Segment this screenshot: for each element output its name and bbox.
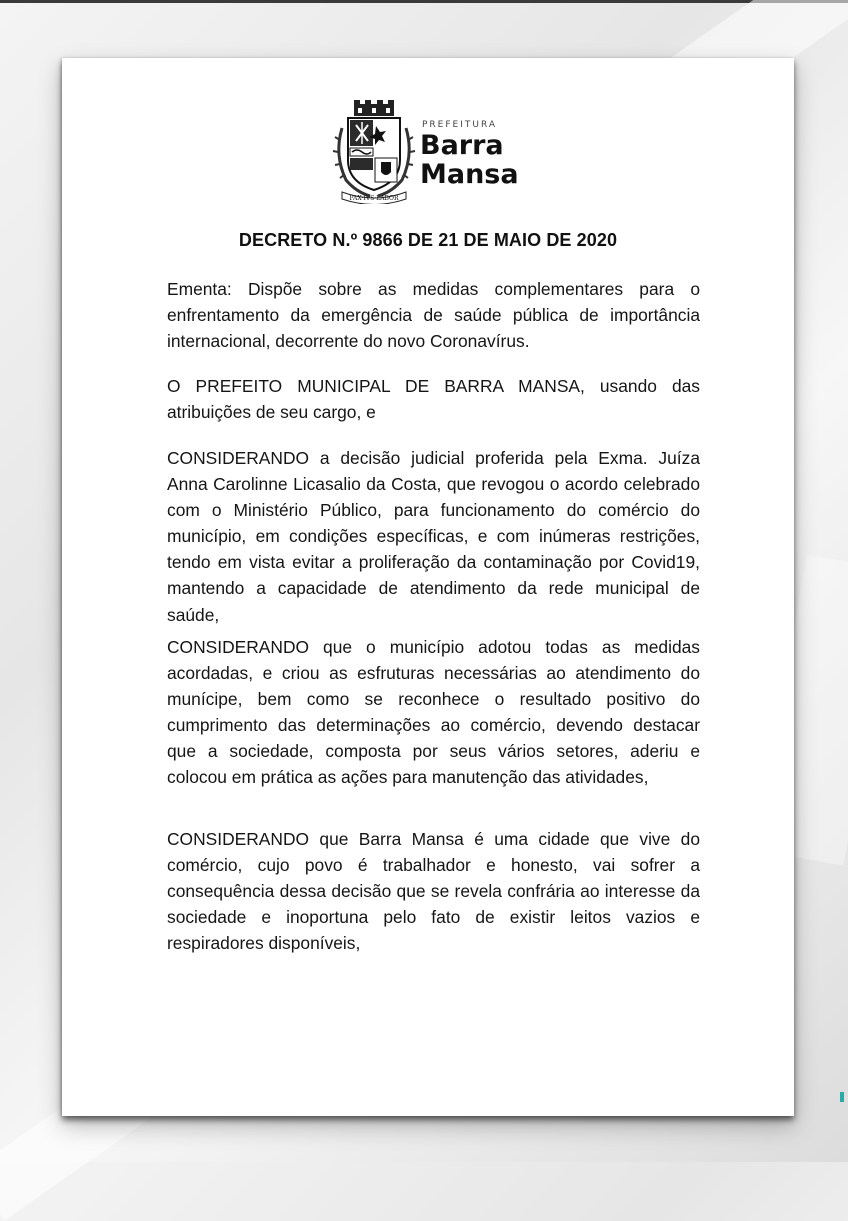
paragraph-text: Ementa: Dispõe sobre as medidas complementares para o enfrentamento da emergência de saúde pública de importância internacional, decorrente do novo Coronavírus.: [167, 279, 700, 352]
decree-paragraph-considerando-3: [167, 826, 700, 956]
document-page: [62, 58, 794, 1116]
decree-paragraph-ementa: [167, 276, 700, 354]
decree-paragraph-considerando-1: [167, 445, 700, 628]
decree-paragraph-considerando-2: [167, 634, 700, 791]
logo-city-line1: Barra: [420, 130, 504, 161]
top-dark-strip: [0, 0, 848, 3]
decree-paragraph-prefeito: [167, 373, 700, 425]
paragraph-text: CONSIDERANDO que Barra Mansa é uma cidade que vive do comércio, cujo povo é trabalhador e honesto, vai sofrer a consequência dessa decisão que se revela confrária ao interesse da sociedade e inoportuna pelo fato de existir leitos vazios e respiradores disponíveis,: [167, 829, 700, 954]
logo-prefix-text: PREFEITURA: [422, 120, 498, 130]
logo-city-line2: Mansa: [420, 159, 519, 190]
decree-title: DECRETO N.º 9866 DE 21 DE MAIO DE 2020: [238, 230, 618, 250]
paragraph-text: CONSIDERANDO a decisão judicial proferida pela Exma. Juíza Anna Carolinne Licasalio da Costa, que revogou o acordo celebrado com o Ministério Público, para funcionamento do comércio do município, em condições específicas, e com inúmeras restrições, tendo em vista evitar a proliferação da contaminação por Covid19, mantendo a capacidade de atendimento da rede municipal de saúde,: [167, 448, 700, 625]
edge-mark: [840, 1092, 844, 1102]
paragraph-text: O PREFEITO MUNICIPAL DE BARRA MANSA, usando das atribuições de seu cargo, e: [167, 376, 700, 423]
coat-of-arms-icon: [332, 100, 416, 204]
logo-motto: PAX·IVS·LABOR: [349, 195, 399, 202]
prefeitura-logo: [332, 100, 532, 204]
paragraph-text: CONSIDERANDO que o município adotou todas as medidas acordadas, e criou as esfruturas necessárias ao atendimento do munícipe, bem como se reconhece o resultado positivo do cumprimento das determinações ao comércio, devendo destacar que a sociedade, composta por seus vários setores, aderiu e colocou em prática as ações para manutenção das atividades,: [167, 637, 700, 788]
